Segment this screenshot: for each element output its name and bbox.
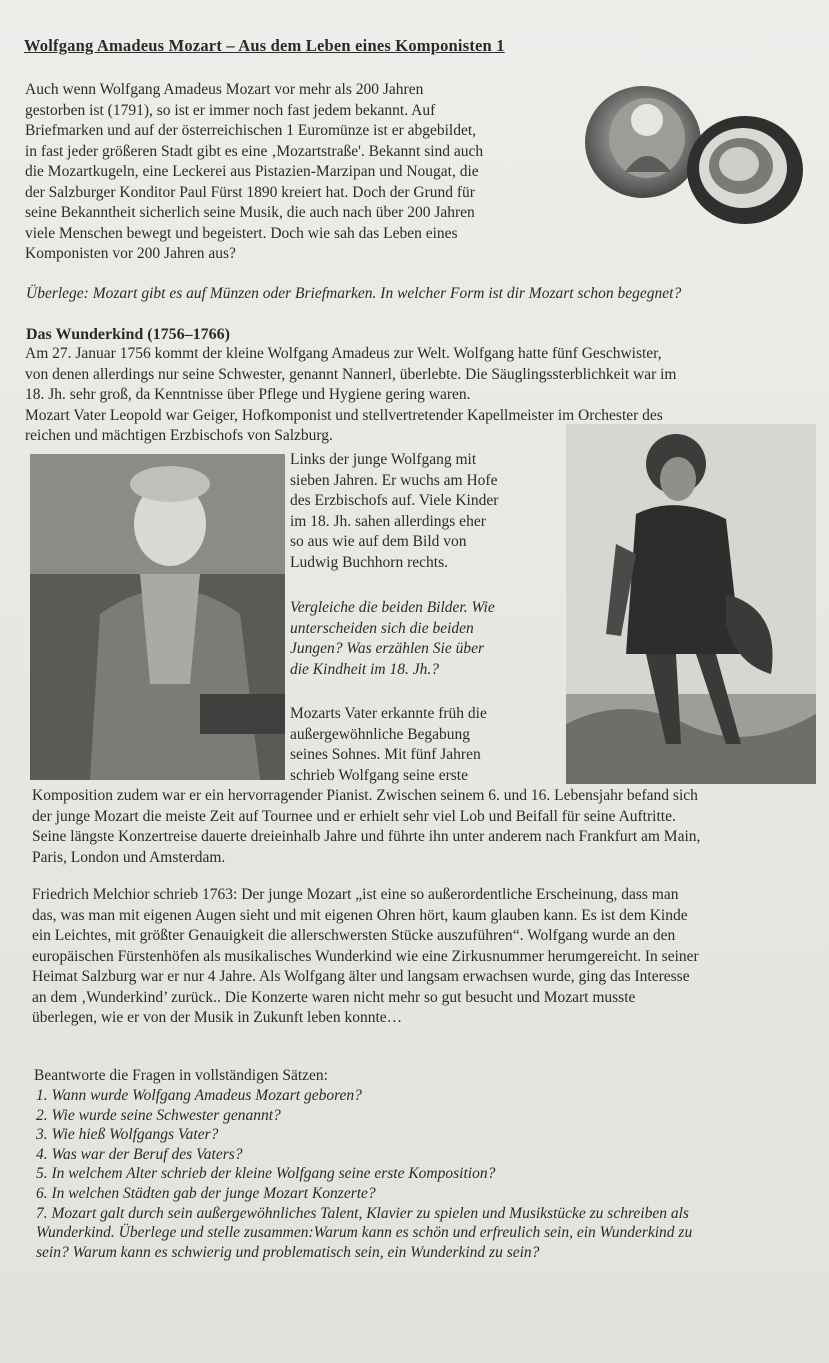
intro-line: viele Menschen bewegt und begeistert. Doch wie sah das Leben eines <box>25 224 458 242</box>
intro-paragraph <box>25 80 558 265</box>
paragraph-line: Ludwig Buchhorn rechts. <box>290 553 448 571</box>
paragraph-line: Mozart Vater Leopold war Geiger, Hofkomponist und stellvertretender Kapellmeister im Orchester des <box>25 406 663 424</box>
question-item: Wunderkind. Überlege und stelle zusammen:Warum kann es schön und erfreulich sein, ein Wunderkind zu <box>36 1224 693 1242</box>
paragraph-line: europäischen Fürstenhöfen als musikalisches Wunderkind wie eine Zirkusnummer herumgereicht. In seiner <box>32 947 699 965</box>
paragraph-line: Friedrich Melchior schrieb 1763: Der junge Mozart „ist eine so außerordentliche Erscheinung, dass man <box>32 886 679 903</box>
paragraph-line: Komposition zudem war er ein hervorragender Pianist. Zwischen seinem 6. und 16. Lebensjahr befand sich <box>32 787 698 804</box>
paragraph-line: des Erzbischofs auf. Viele Kinder <box>290 492 499 509</box>
question-item: 2. Wie wurde seine Schwester genannt? <box>36 1106 281 1124</box>
intro-line: der Salzburger Konditor Paul Fürst 1890 kreiert hat. Doch der Grund für <box>25 183 475 201</box>
father-text <box>290 704 540 786</box>
paragraph-line: unterscheiden sich die beiden <box>290 619 474 637</box>
paragraph-line: Jungen? Was erzählen Sie über <box>290 640 485 657</box>
section-paragraph-3 <box>32 885 818 1029</box>
question-item: 4. Was war der Beruf des Vaters? <box>36 1145 243 1163</box>
paragraph-line: an dem ‚Wunderkind’ zurück.. Die Konzerte waren nicht mehr so gut besucht und Mozart musste <box>32 988 636 1006</box>
paragraph-line: die Kindheit im 18. Jh.? <box>290 660 439 678</box>
intro-line: seine Bekanntheit sicherlich seine Musik, die auch nach über 200 Jahren <box>25 204 475 221</box>
paragraph-line: Heimat Salzburg war er nur 4 Jahre. Als Wolfgang älter und langsam erwachsen wurde, ging das Interesse <box>32 968 690 985</box>
intro-line: gestorben ist (1791), so ist er immer noch fast jedem bekannt. Auf <box>25 101 436 119</box>
paragraph-line: ein Leichtes, mit größter Genauigkeit die allerschwersten Stücke auszuführen“. Wolfgang wurde an den <box>32 927 676 944</box>
paragraph-line: so aus wie auf dem Bild von <box>290 533 467 550</box>
paragraph-line: Vergleiche die beiden Bilder. Wie <box>290 599 495 616</box>
section-heading: Das Wunderkind (1756–1766) <box>26 326 230 343</box>
paragraph-line: Mozarts Vater erkannte früh die <box>290 705 487 722</box>
question-item: sein? Warum kann es schwierig und problematisch sein, ein Wunderkind zu sein? <box>36 1243 540 1261</box>
paragraph-line: im 18. Jh. sahen allerdings eher <box>290 512 486 530</box>
question-item: 6. In welchen Städten gab der junge Mozart Konzerte? <box>36 1184 376 1202</box>
paragraph-line: schrieb Wolfgang seine erste <box>290 766 468 784</box>
paragraph-line: der junge Mozart die meiste Zeit auf Tournee und er erhielt sehr viel Lob und Beifall für seine Auftritte. <box>32 807 676 825</box>
questions-list <box>36 1086 816 1262</box>
compare-prompt <box>290 598 538 680</box>
question-item: 3. Wie hieß Wolfgangs Vater? <box>36 1126 219 1144</box>
beggar-boy-image <box>566 424 816 784</box>
paragraph-line: von denen allerdings nur seine Schwester, genannt Nannerl, überlebte. Die Säuglingssterblichkeit war im <box>25 365 677 383</box>
question-item: 7. Mozart galt durch sein außergewöhnliches Talent, Klavier zu spielen und Musikstücke zu schreiben als <box>36 1204 689 1222</box>
paragraph-line: seines Sohnes. Mit fünf Jahren <box>290 746 481 763</box>
question-item: 5. In welchem Alter schrieb der kleine Wolfgang seine erste Komposition? <box>36 1165 496 1183</box>
paragraph-line: Paris, London und Amsterdam. <box>32 848 226 866</box>
paragraph-line: Am 27. Januar 1756 kommt der kleine Wolfgang Amadeus zur Welt. Wolfgang hatte fünf Geschwister, <box>25 345 662 362</box>
middle-column-text <box>290 450 538 573</box>
paragraph-line: überlegen, wie er von der Musik in Zukunft leben konnte… <box>32 1009 403 1026</box>
intro-line: Komponisten vor 200 Jahren aus? <box>25 245 236 262</box>
paragraph-line: 18. Jh. sehr groß, da Kenntnisse über Pflege und Hygiene gering waren. <box>25 386 471 403</box>
intro-line: Briefmarken und auf der österreichischen 1 Euromünze ist er abgebildet, <box>25 122 477 139</box>
intro-line: Auch wenn Wolfgang Amadeus Mozart vor mehr als 200 Jahren <box>25 81 424 98</box>
paragraph-line: reichen und mächtigen Erzbischofs von Salzburg. <box>25 427 333 444</box>
page-title: Wolfgang Amadeus Mozart – Aus dem Leben eines Komponisten 1 <box>24 36 505 55</box>
question-item: 1. Wann wurde Wolfgang Amadeus Mozart geboren? <box>36 1087 362 1104</box>
intro-line: in fast jeder größeren Stadt gibt es eine ‚Mozartstraße'. Bekannt sind auch <box>25 142 484 160</box>
section-paragraph-2 <box>32 786 808 868</box>
questions-intro: Beantworte die Fragen in vollständigen Sätzen: <box>34 1067 328 1084</box>
paragraph-line: außergewöhnliche Begabung <box>290 725 471 743</box>
paragraph-line: Seine längste Konzertreise dauerte dreieinhalb Jahre und führte ihn unter anderem nach Frankfurt am Main, <box>32 828 701 845</box>
paragraph-line: das, was man mit eigenen Augen sieht und mit eigenen Ohren hört, kaum glauben kann. Es ist dem Kinde <box>32 906 688 924</box>
reflect-prompt: Überlege: Mozart gibt es auf Münzen oder Briefmarken. In welcher Form ist dir Mozart schon begegnet? <box>26 285 682 302</box>
mozartkugel-image <box>585 80 805 230</box>
paragraph-line: Links der junge Wolfgang mit <box>290 451 477 468</box>
mozart-portrait-image <box>30 454 285 780</box>
intro-line: die Mozartkugeln, eine Leckerei aus Pistazien-Marzipan und Nougat, die <box>25 163 479 180</box>
paragraph-line: sieben Jahren. Er wuchs am Hofe <box>290 471 498 489</box>
